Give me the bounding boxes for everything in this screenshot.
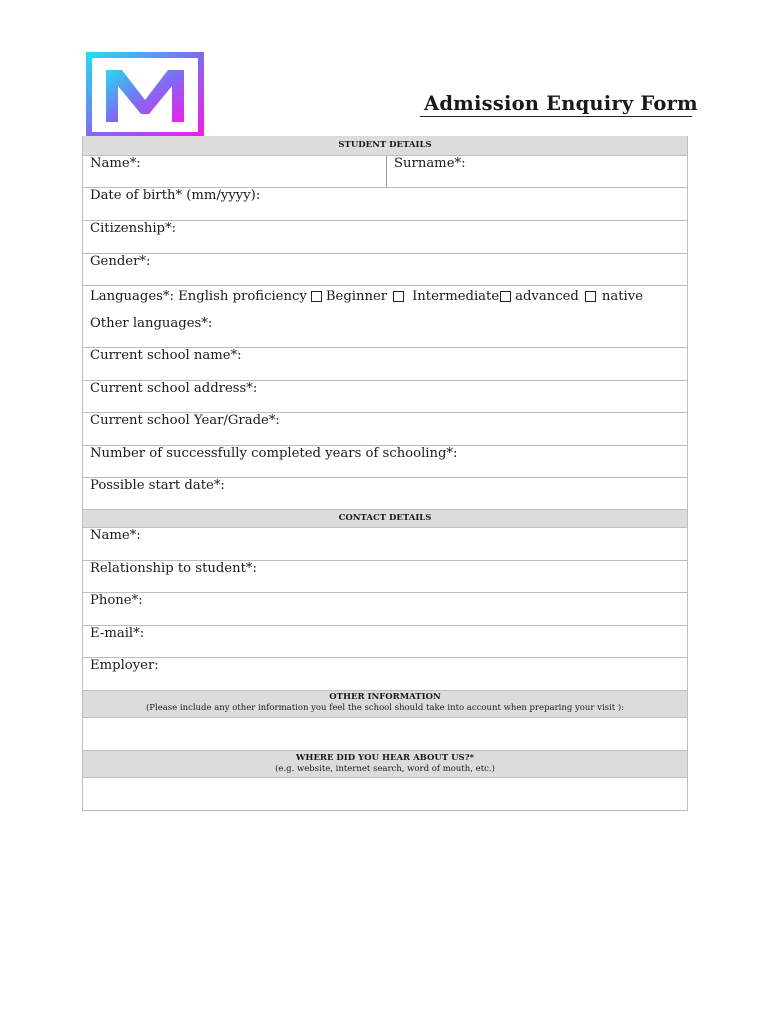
beginner-checkbox[interactable] (311, 291, 322, 302)
beginner-option-label: Beginner (325, 289, 388, 304)
advanced-option-label: advanced (515, 289, 579, 304)
section-subtitle: (Please include any other information you feel the school should take into account when preparing your visit ): (145, 703, 625, 713)
section-where-heard (83, 751, 687, 778)
student-citizenship-field[interactable] (83, 221, 687, 254)
where-heard-field[interactable] (83, 778, 687, 811)
school-logo (86, 52, 204, 138)
section-other-information (83, 691, 687, 718)
advanced-checkbox[interactable] (500, 291, 511, 302)
contact-name-label: Name*: (90, 528, 141, 543)
row-name-surname (83, 156, 687, 188)
student-name-label: Name*: (90, 156, 141, 171)
english-proficiency-line (90, 289, 643, 304)
native-option-label: native (601, 289, 644, 304)
section-contact-details (83, 510, 687, 528)
phone-field[interactable] (83, 593, 687, 626)
enquiry-form (82, 136, 688, 811)
email-label: E-mail*: (90, 626, 145, 641)
title-underline (420, 116, 692, 117)
native-checkbox[interactable] (585, 291, 596, 302)
student-gender-field[interactable] (83, 254, 687, 286)
relationship-label: Relationship to student*: (90, 561, 257, 576)
employer-field[interactable] (83, 658, 687, 691)
section-student-details (83, 136, 687, 156)
student-languages-field (83, 286, 687, 348)
dob-label: Date of birth* (mm/yyyy): (90, 188, 261, 203)
citizenship-label: Citizenship*: (90, 221, 177, 236)
student-name-field[interactable] (83, 156, 387, 187)
gender-label: Gender*: (90, 254, 151, 269)
school-name-label: Current school name*: (90, 348, 242, 363)
other-languages-label[interactable]: Other languages*: (90, 316, 213, 331)
other-information-field[interactable] (83, 718, 687, 751)
intermediate-option-label: Intermediate (412, 289, 500, 304)
start-date-label: Possible start date*: (90, 478, 225, 493)
student-surname-label: Surname*: (394, 156, 466, 171)
contact-name-field[interactable] (83, 528, 687, 561)
school-address-field[interactable] (83, 381, 687, 413)
employer-label: Employer: (90, 658, 159, 673)
intermediate-checkbox[interactable] (393, 291, 404, 302)
start-date-field[interactable] (83, 478, 687, 510)
section-title: STUDENT DETAILS (338, 140, 432, 150)
school-year-field[interactable] (83, 413, 687, 446)
section-title: OTHER INFORMATION (329, 692, 441, 702)
email-field[interactable] (83, 626, 687, 658)
languages-label: Languages*: English proficiency (90, 289, 307, 304)
section-title: CONTACT DETAILS (338, 513, 432, 523)
years-schooling-field[interactable] (83, 446, 687, 478)
section-title: WHERE DID YOU HEAR ABOUT US?* (295, 753, 475, 763)
school-address-label: Current school address*: (90, 381, 258, 396)
form-title: Admission Enquiry Form (424, 92, 698, 115)
phone-label: Phone*: (90, 593, 143, 608)
school-year-label: Current school Year/Grade*: (90, 413, 280, 428)
section-subtitle: (e.g. website, internet search, word of mouth, etc.) (275, 764, 495, 774)
relationship-field[interactable] (83, 561, 687, 593)
student-surname-field[interactable] (387, 156, 687, 187)
years-schooling-label: Number of successfully completed years of schooling*: (90, 446, 458, 461)
student-dob-field[interactable] (83, 188, 687, 221)
school-name-field[interactable] (83, 348, 687, 381)
